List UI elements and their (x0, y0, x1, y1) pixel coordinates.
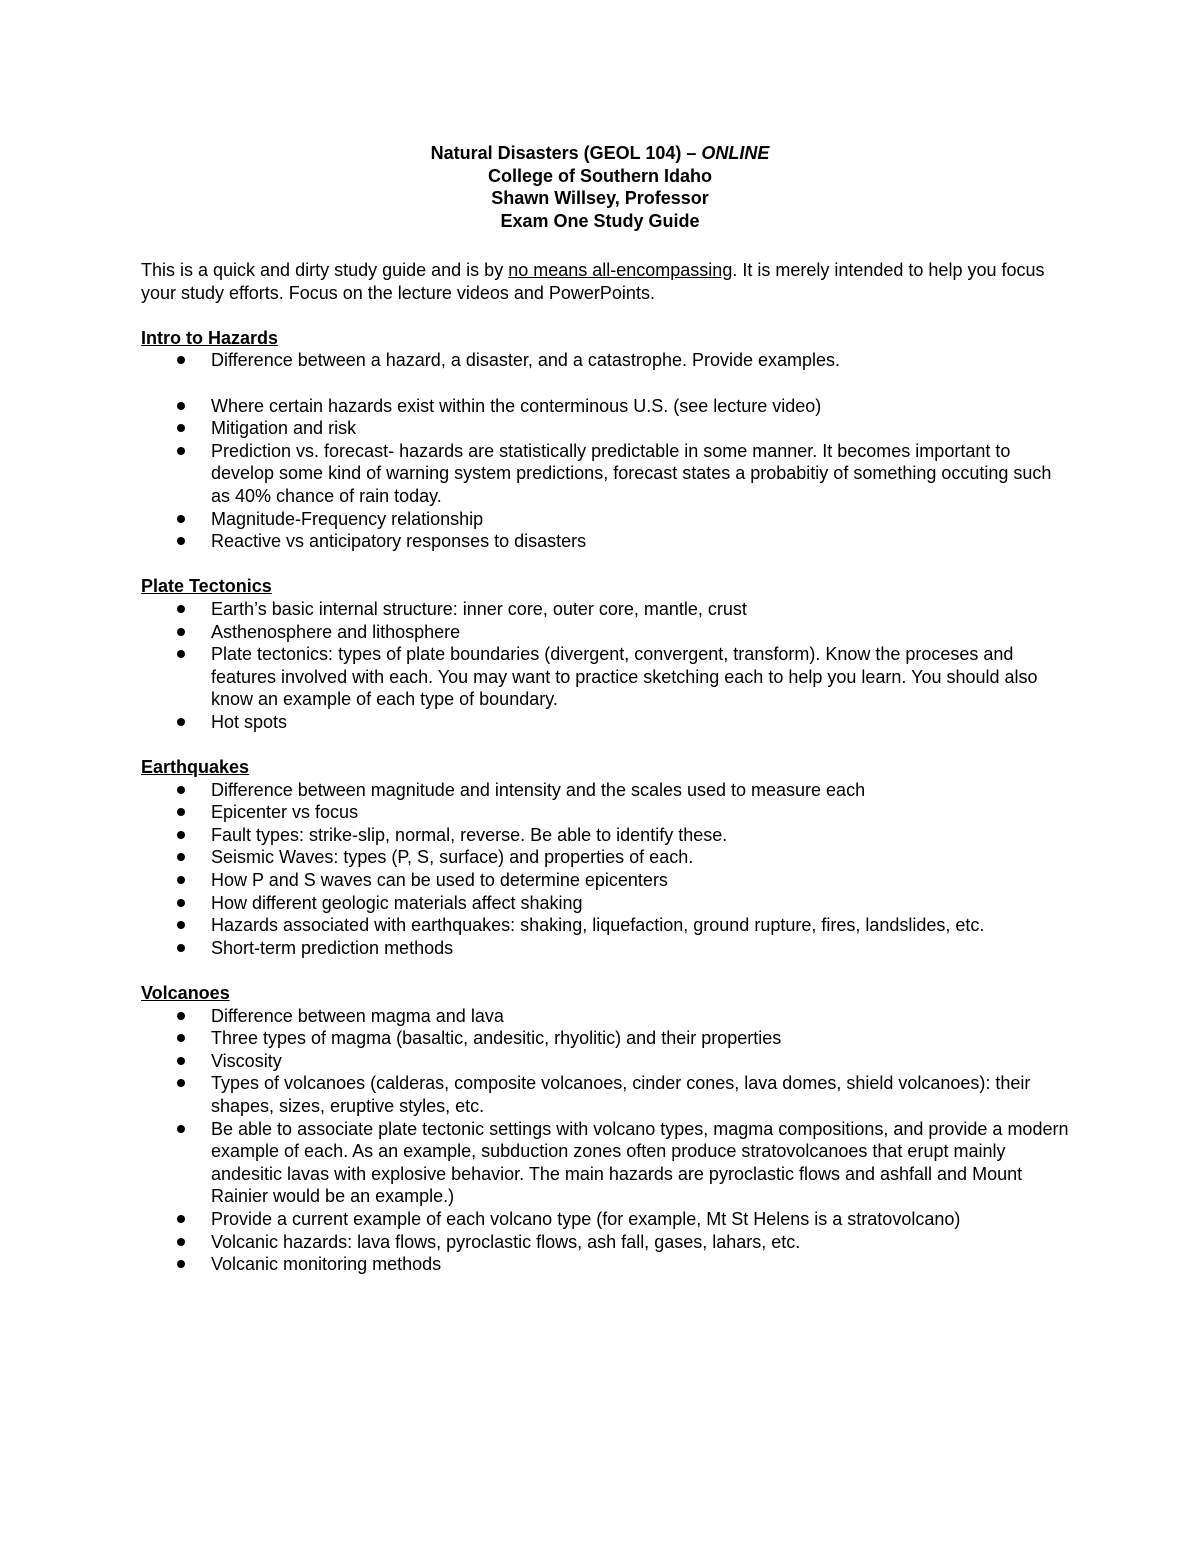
professor-name: Shawn Willsey, Professor (491, 188, 709, 208)
section-title: Earthquakes (141, 757, 250, 778)
bullet-icon (177, 628, 185, 636)
bullet-icon (177, 1057, 185, 1065)
bullet-icon (177, 944, 185, 952)
list-item: Fault types: strike-slip, normal, reverse. Be able to identify these. (141, 824, 1071, 847)
list-item: How different geologic materials affect shaking (141, 892, 1071, 915)
bullet-icon (177, 808, 185, 816)
section-intro-to-hazards (141, 327, 1071, 553)
list-item: Provide a current example of each volcano type (for example, Mt St Helens is a stratovolcano) (141, 1208, 1071, 1231)
underlined-phrase: no means all-encompassing (508, 260, 733, 280)
bullet-icon (177, 605, 185, 613)
bullet-icon (177, 1238, 185, 1246)
guide-title: Exam One Study Guide (500, 210, 700, 231)
list-item: Epicenter vs focus (141, 801, 1071, 824)
bullet-icon (177, 831, 185, 839)
college-name: College of Southern Idaho (488, 165, 712, 186)
bullet-icon (177, 899, 185, 907)
bullet-icon (177, 650, 185, 658)
document-body (141, 259, 1071, 1276)
list-item: Reactive vs anticipatory responses to disasters (141, 530, 1071, 553)
list-item: Asthenosphere and lithosphere (141, 621, 1071, 644)
bullet-list (141, 779, 1071, 960)
list-item: Volcanic hazards: lava flows, pyroclastic flows, ash fall, gases, lahars, etc. (141, 1231, 1071, 1254)
section-title: Intro to Hazards (141, 327, 279, 348)
bullet-icon (177, 1215, 185, 1223)
list-item: Volcanic monitoring methods (141, 1253, 1071, 1276)
list-item: Earth’s basic internal structure: inner core, outer core, mantle, crust (141, 598, 1071, 621)
list-item: Be able to associate plate tectonic settings with volcano types, magma compositions, and provide a modern example of each. As an example, subduction zones often produce stratovolcanoes that erupt mainly andesitic lavas with explosive behavior. The main hazards are pyroclastic flows and ashfall and Mount Rainier would be an example.) (141, 1118, 1071, 1208)
bullet-icon (177, 853, 185, 861)
list-item: Types of volcanoes (calderas, composite volcanoes, cinder cones, lava domes, shield volcanoes): their shapes, sizes, eruptive styles, etc. (141, 1072, 1071, 1117)
section-earthquakes (141, 756, 1071, 959)
bullet-icon (177, 402, 185, 410)
bullet-icon (177, 424, 185, 432)
bullet-icon (177, 537, 185, 545)
section-title: Plate Tectonics (141, 576, 272, 597)
list-item: Three types of magma (basaltic, andesitic, rhyolitic) and their properties (141, 1027, 1071, 1050)
list-item: Short-term prediction methods (141, 937, 1071, 960)
bullet-icon (177, 1079, 185, 1087)
list-item: Hazards associated with earthquakes: shaking, liquefaction, ground rupture, fires, landslides, etc. (141, 914, 1071, 937)
bullet-icon (177, 515, 185, 523)
list-item: How P and S waves can be used to determine epicenters (141, 869, 1071, 892)
list-item: Viscosity (141, 1050, 1071, 1073)
bullet-icon (177, 1012, 185, 1020)
bullet-list (141, 1005, 1071, 1276)
bullet-icon (177, 921, 185, 929)
list-item: Difference between magma and lava (141, 1005, 1071, 1028)
bullet-icon (177, 1260, 185, 1268)
list-item: Magnitude-Frequency relationship (141, 508, 1071, 531)
bullet-icon (177, 876, 185, 884)
list-item: Prediction vs. forecast- hazards are statistically predictable in some manner. It becomes important to develop some kind of warning system predictions, forecast states a probabitiy of something occuting such as 40% chance of rain today. (141, 440, 1071, 508)
bullet-icon (177, 786, 185, 794)
list-item: Difference between magnitude and intensity and the scales used to measure each (141, 779, 1071, 802)
online-label: ONLINE (701, 143, 770, 163)
document-header (0, 142, 1200, 232)
section-volcanoes (141, 982, 1071, 1276)
list-item: Where certain hazards exist within the conterminous U.S. (see lecture video) (141, 395, 1071, 418)
course-title: Natural Disasters (GEOL 104) – ONLINE (430, 143, 770, 163)
list-item: Seismic Waves: types (P, S, surface) and properties of each. (141, 846, 1071, 869)
section-plate-tectonics (141, 575, 1071, 733)
list-item: Hot spots (141, 711, 1071, 734)
bullet-list (141, 598, 1071, 734)
list-item: Mitigation and risk (141, 417, 1071, 440)
list-item: Difference between a hazard, a disaster, and a catastrophe. Provide examples. (141, 349, 1071, 372)
bullet-icon (177, 356, 185, 364)
bullet-icon (177, 718, 185, 726)
list-item: Plate tectonics: types of plate boundaries (divergent, convergent, transform). Know the proceses and features involved with each. You may want to practice sketching each to help you learn. You should also know an example of each type of boundary. (141, 643, 1071, 711)
section-title: Volcanoes (141, 983, 230, 1003)
bullet-list (141, 349, 1071, 552)
intro-paragraph: This is a quick and dirty study guide and is by no means all-encompassing. It is merely intended to help you focus your study efforts. Focus on the lecture videos and PowerPoints. (141, 260, 1045, 303)
bullet-icon (177, 1034, 185, 1042)
bullet-icon (177, 447, 185, 455)
bullet-icon (177, 1125, 185, 1133)
